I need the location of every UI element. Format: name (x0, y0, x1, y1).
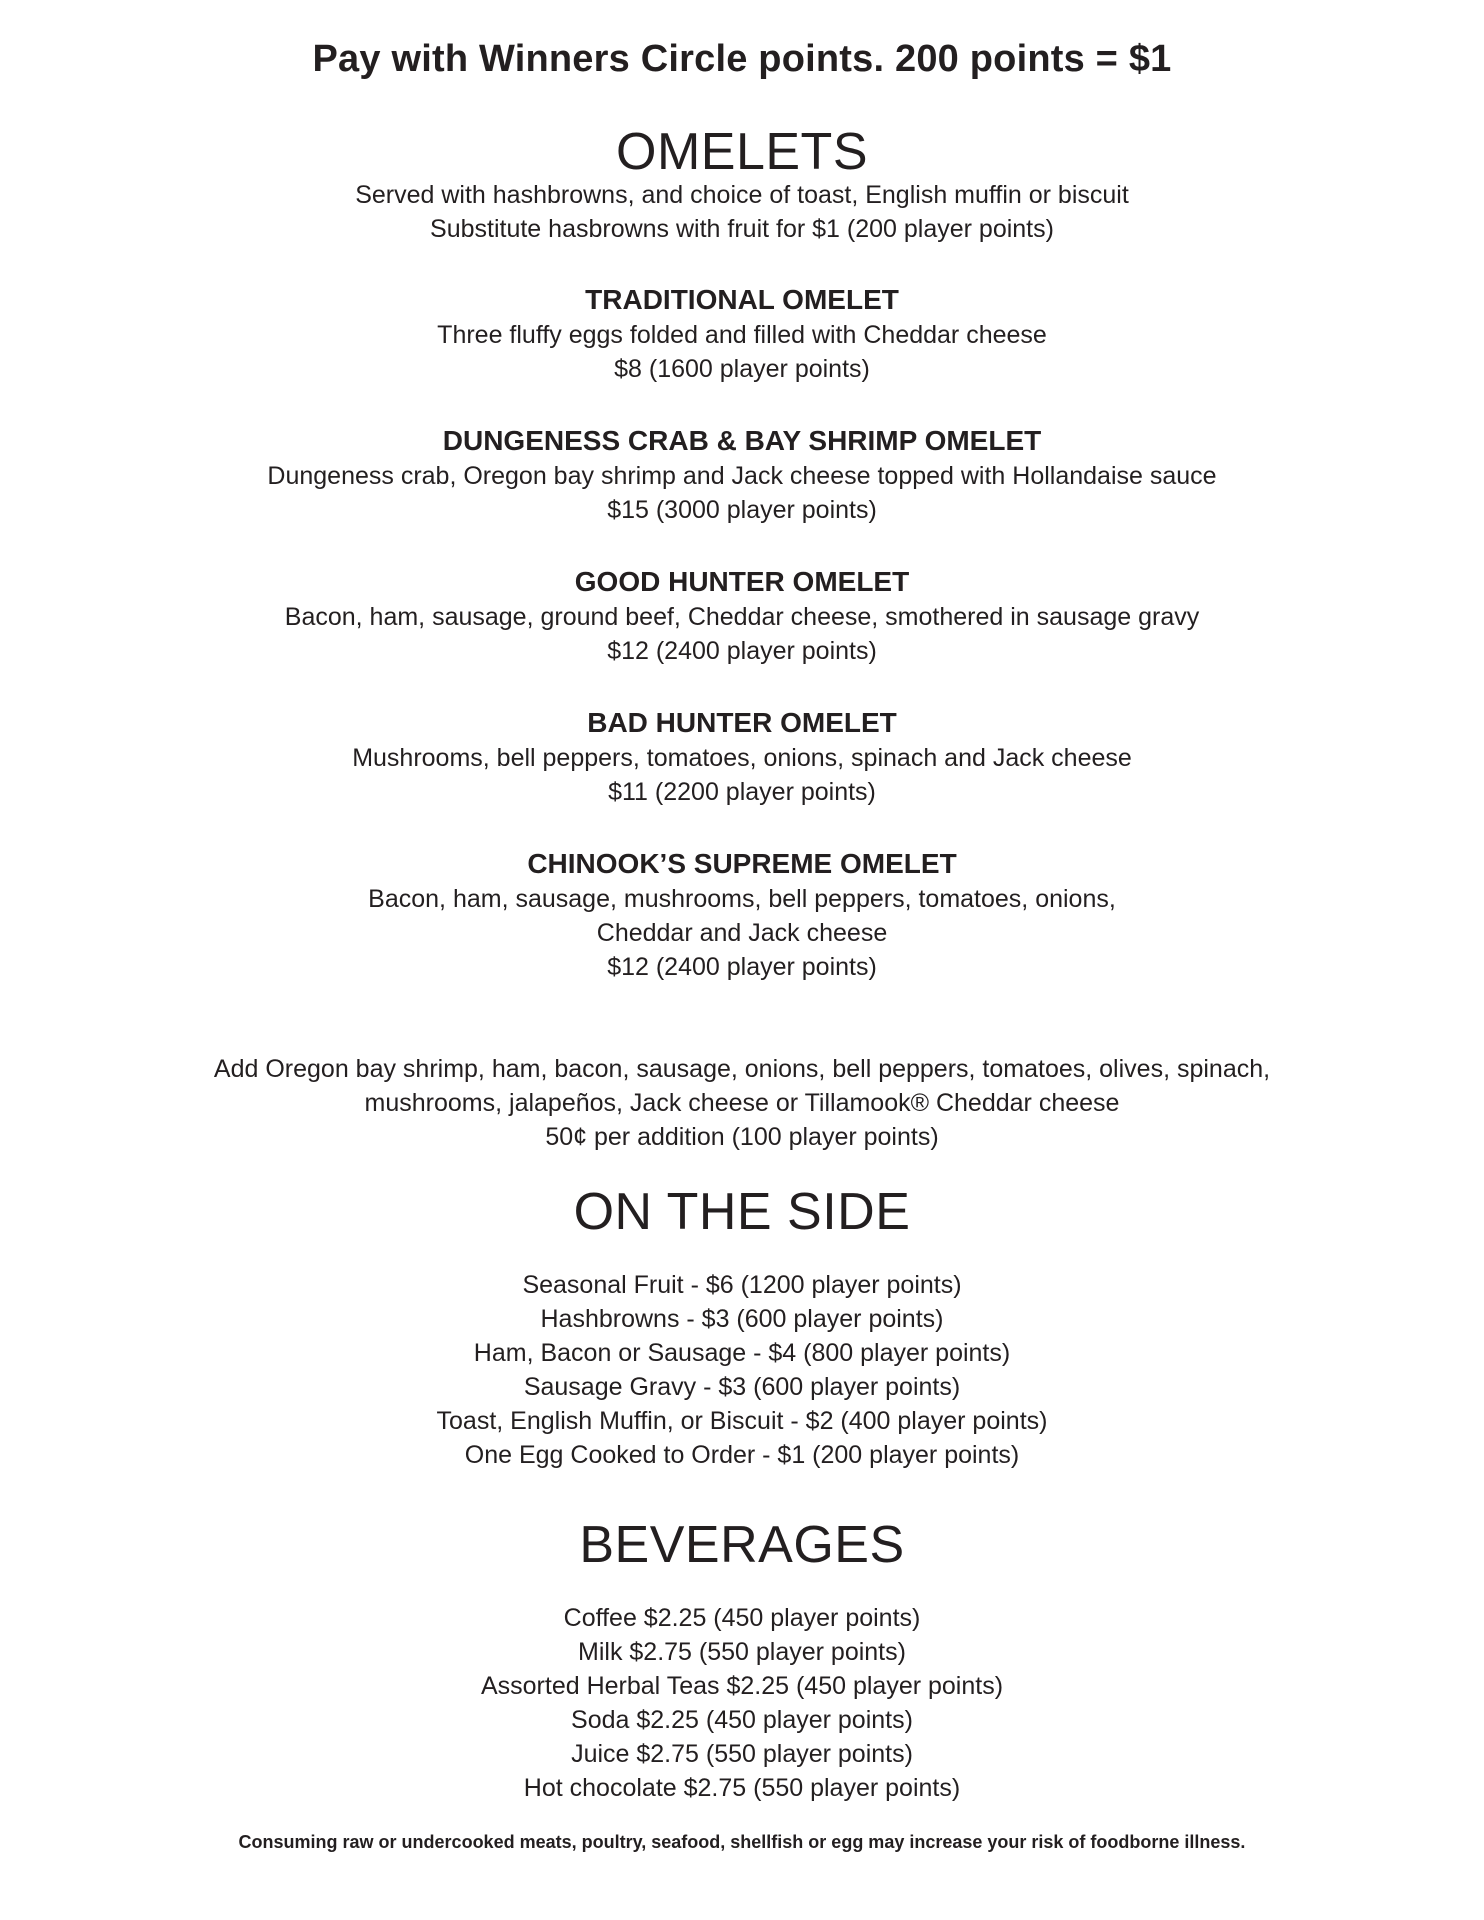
list-item: Soda $2.25 (450 player points) (571, 1706, 913, 1734)
omelet-name: TRADITIONAL OMELET (585, 284, 899, 315)
omelet-price: $8 (1600 player points) (614, 355, 870, 383)
omelet-name: GOOD HUNTER OMELET (574, 566, 910, 597)
omelet-name: DUNGENESS CRAB & BAY SHRIMP OMELET (442, 425, 1042, 456)
omelet-price: $12 (2400 player points) (607, 637, 877, 665)
omelet-description: Bacon, ham, sausage, ground beef, Cheddar cheese, smothered in sausage gravy (284, 603, 1200, 631)
list-item: Milk $2.75 (550 player points) (578, 1638, 906, 1666)
sides-section-title: ON THE SIDE (573, 1183, 911, 1241)
sides-list (0, 1268, 1484, 1472)
omelet-description: Bacon, ham, sausage, mushrooms, bell peppers, tomatoes, onions, (368, 885, 1116, 913)
omelets-intro-line-2: Substitute hasbrowns with fruit for $1 (200 player points) (430, 215, 1054, 243)
omelet-description: Mushrooms, bell peppers, tomatoes, onions, spinach and Jack cheese (352, 744, 1132, 772)
list-item: Hashbrowns - $3 (600 player points) (540, 1305, 944, 1333)
omelet-price: $15 (3000 player points) (607, 496, 877, 524)
list-item: Assorted Herbal Teas $2.25 (450 player points) (480, 1672, 1004, 1700)
addons-price: 50¢ per addition (100 player points) (545, 1123, 939, 1151)
list-item: One Egg Cooked to Order - $1 (200 player points) (464, 1441, 1020, 1469)
omelet-description: Dungeness crab, Oregon bay shrimp and Jack cheese topped with Hollandaise sauce (267, 462, 1217, 490)
list-item: Toast, English Muffin, or Biscuit - $2 (400 player points) (436, 1407, 1048, 1435)
omelet-name: CHINOOK’S SUPREME OMELET (527, 848, 957, 879)
list-item: Juice $2.75 (550 player points) (571, 1740, 913, 1768)
omelets-section-title: OMELETS (616, 123, 868, 181)
omelet-name: BAD HUNTER OMELET (587, 707, 897, 738)
addons-line-1: Add Oregon bay shrimp, ham, bacon, sausage, onions, bell peppers, tomatoes, olives, spinach, (213, 1055, 1271, 1083)
list-item: Ham, Bacon or Sausage - $4 (800 player points) (473, 1339, 1011, 1367)
omelet-description: Three fluffy eggs folded and filled with Cheddar cheese (437, 321, 1047, 349)
addons-line-2: mushrooms, jalapeños, Jack cheese or Tillamook® Cheddar cheese (364, 1089, 1120, 1117)
omelet-price: $12 (2400 player points) (607, 953, 877, 981)
list-item: Seasonal Fruit - $6 (1200 player points) (522, 1271, 962, 1299)
foodborne-illness-disclaimer: Consuming raw or undercooked meats, poultry, seafood, shellfish or egg may increase your risk of foodborne illness. (238, 1832, 1246, 1852)
beverages-section-title: BEVERAGES (579, 1516, 905, 1574)
list-item: Hot chocolate $2.75 (550 player points) (523, 1774, 961, 1802)
points-banner: Pay with Winners Circle points. 200 points = $1 (312, 38, 1172, 80)
omelet-price: $11 (2200 player points) (608, 778, 876, 806)
omelet-description-line-2: Cheddar and Jack cheese (596, 919, 888, 947)
omelets-intro-line-1: Served with hashbrowns, and choice of toast, English muffin or biscuit (355, 181, 1129, 209)
list-item: Coffee $2.25 (450 player points) (563, 1604, 921, 1632)
beverages-list (0, 1601, 1484, 1805)
list-item: Sausage Gravy - $3 (600 player points) (523, 1373, 961, 1401)
